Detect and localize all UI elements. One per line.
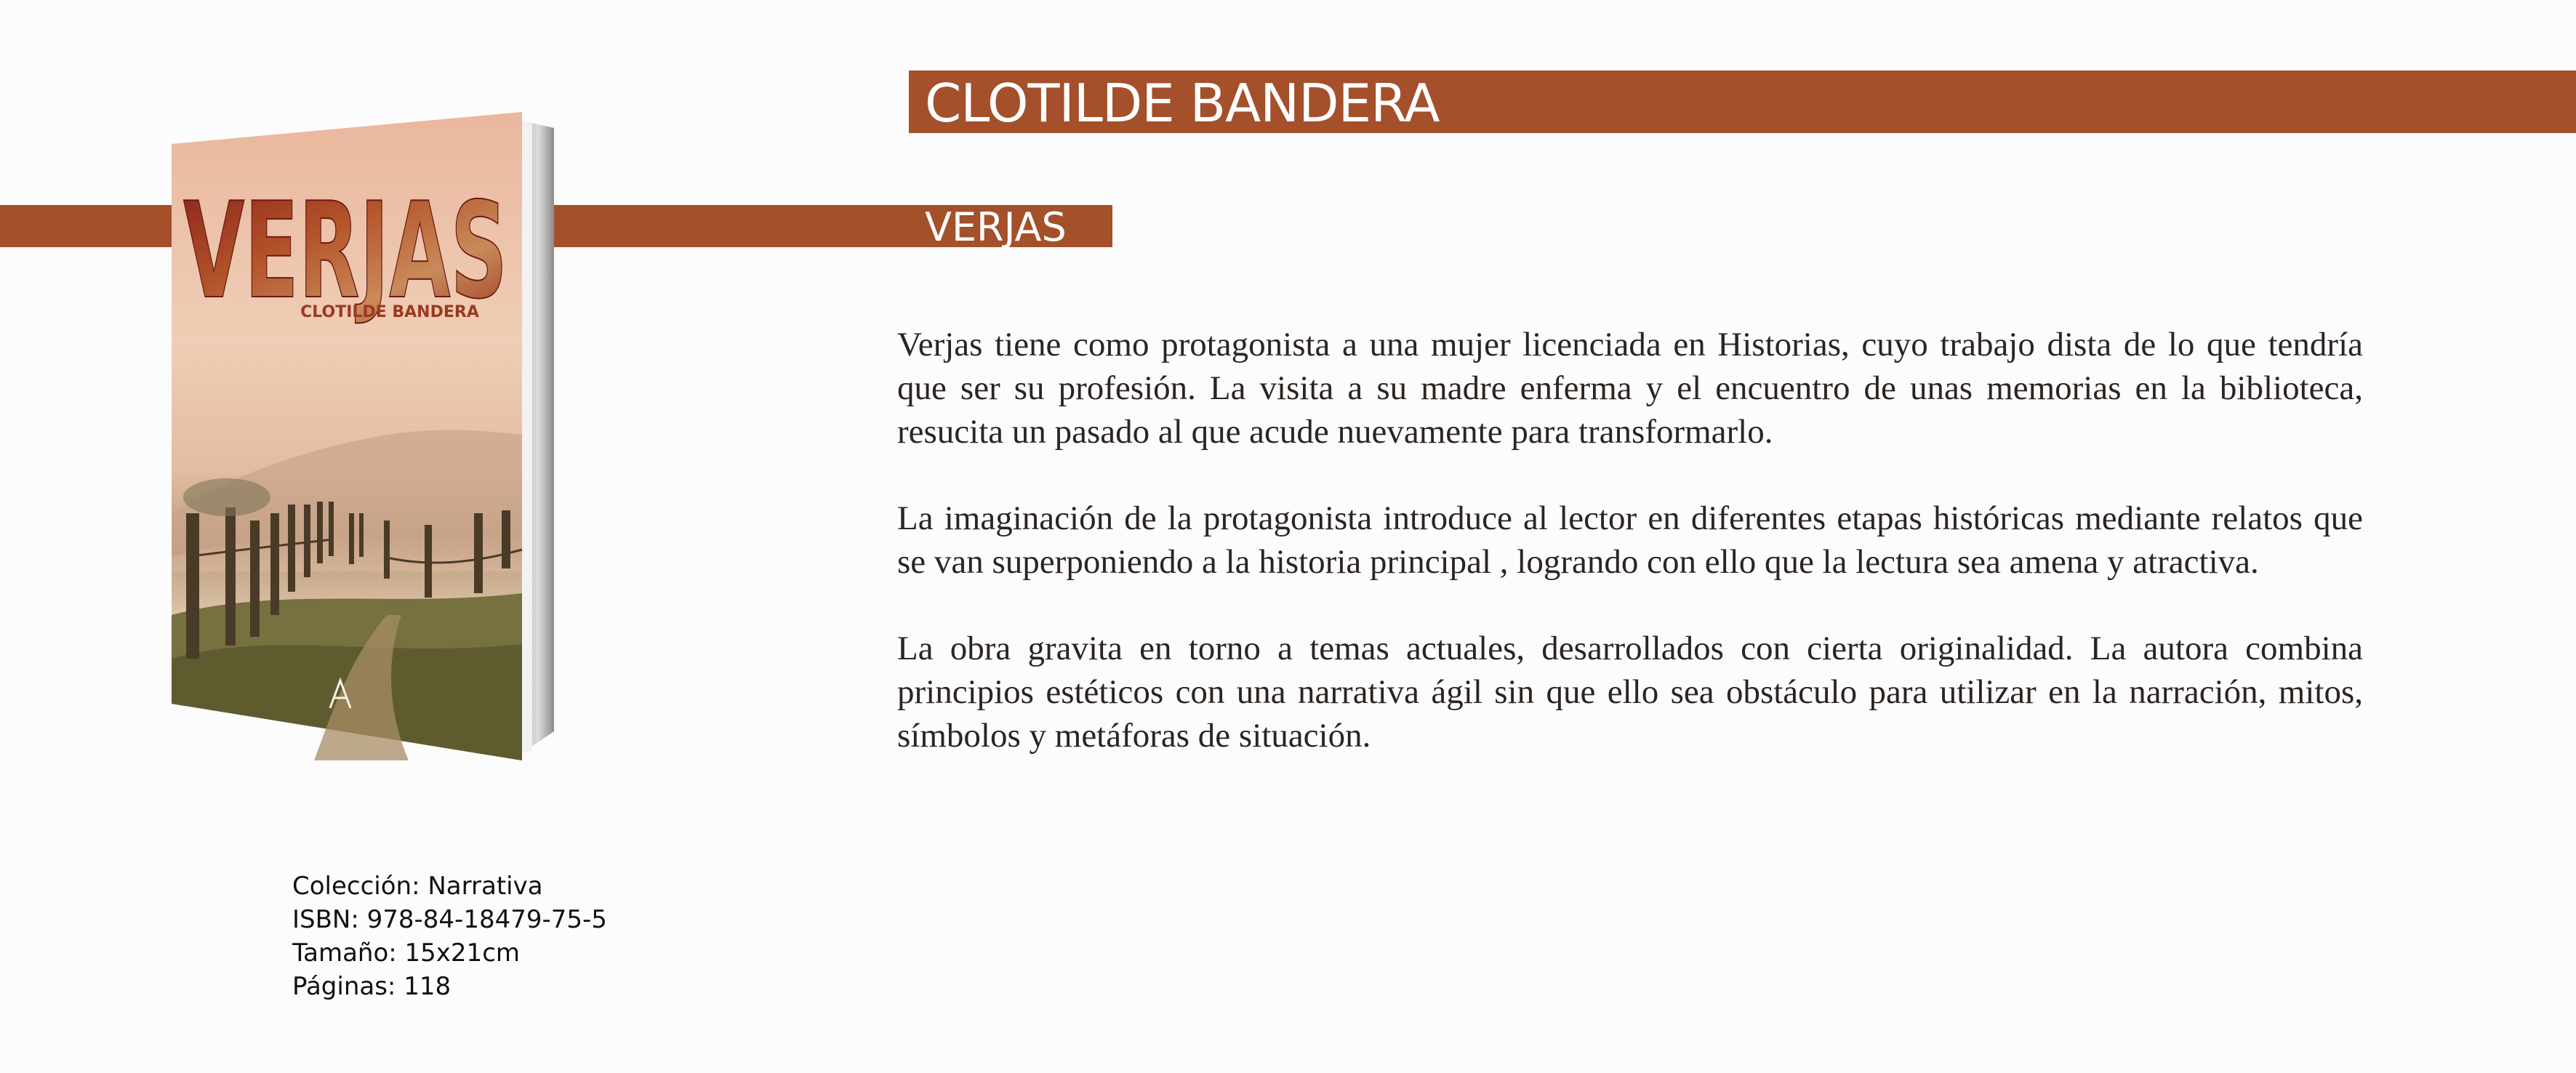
description-paragraph-2: La imaginación de la protagonista introduce al lector en diferentes etapas históricas mediante relatos que se van superponiendo a la historia principal , logrando con ello que la lectura sea amena y atractiva. (897, 499, 2363, 581)
author-heading: CLOTILDE BANDERA (925, 73, 1440, 134)
spec-isbn: ISBN: 978-84-18479-75-5 (292, 905, 607, 934)
spec-collection: Colección: Narrativa (292, 872, 543, 901)
book-cover-illustration (169, 106, 561, 760)
book-specs (292, 869, 607, 1003)
book-cover-author: CLOTILDE BANDERA (300, 303, 479, 321)
book-title-heading: VERJAS (925, 204, 1067, 250)
book-cover (169, 106, 561, 760)
book-description (897, 323, 2363, 757)
description-paragraph-3: La obra gravita en torno a temas actuales, desarrollados con cierta originalidad. La autora combina principios estéticos con una narrativa ágil sin que ello sea obstáculo para utilizar en la narración, mitos, símbolos y metáforas de situación. (897, 630, 2363, 755)
book-cover-title: VERJAS (183, 174, 507, 328)
spec-size: Tamaño: 15x21cm (292, 939, 521, 968)
spec-pages: Páginas: 118 (292, 972, 452, 1001)
description-paragraph-1: Verjas tiene como protagonista a una mujer licenciada en Historias, cuyo trabajo dista de lo que tendría que ser su profesión. La visita a su madre enferma y el encuentro de unas memorias en la biblioteca, resucita un pasado al que acude nuevamente para transformarlo. (897, 326, 2363, 451)
